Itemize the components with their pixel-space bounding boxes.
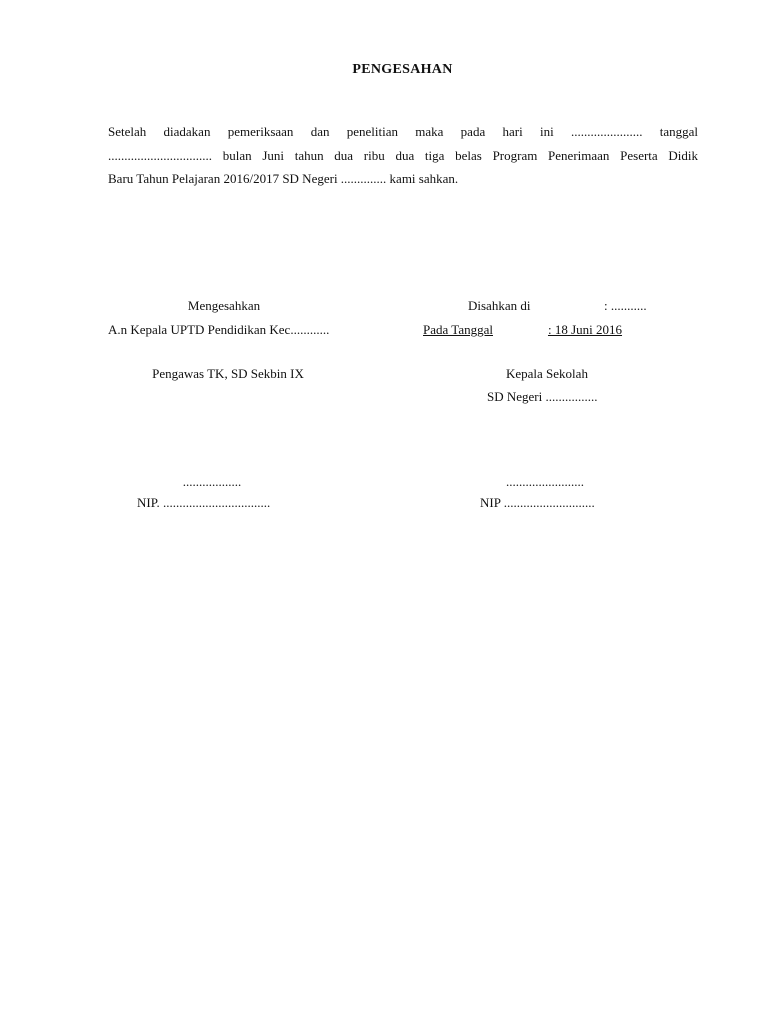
tanggal-row: [423, 322, 649, 338]
right-signature-line: ........................: [506, 474, 584, 489]
left-role: Pengawas TK, SD Sekbin IX: [152, 366, 304, 381]
right-role: Kepala Sekolah: [506, 366, 588, 381]
paragraph-line-1: Setelah diadakan pemeriksaan dan penelitian maka pada hari ini ...................... tanggal: [108, 124, 698, 139]
right-school: SD Negeri ................: [487, 389, 598, 404]
left-nip: NIP. .................................: [137, 495, 271, 510]
paragraph-line-2: ................................ bulan Juni tahun dua ribu dua tiga belas Program Penerimaan Peserta Didik: [108, 147, 698, 163]
paragraph-line-3: Baru Tahun Pelajaran 2016/2017 SD Negeri .............. kami sahkan.: [108, 171, 459, 186]
tanggal-label: Pada Tanggal: [423, 322, 493, 337]
disahkan-value: : ...........: [604, 298, 647, 313]
tanggal-value: : 18 Juni 2016: [547, 322, 623, 337]
right-nip: NIP ............................: [480, 495, 595, 510]
disahkan-label: Disahkan di: [468, 298, 531, 313]
left-subheading: A.n Kepala UPTD Pendidikan Kec............: [108, 322, 330, 337]
document-title: PENGESAHAN: [352, 62, 453, 77]
left-heading: Mengesahkan: [187, 298, 261, 313]
left-signature-line: ..................: [182, 474, 242, 489]
approval-paragraph: [108, 120, 698, 191]
